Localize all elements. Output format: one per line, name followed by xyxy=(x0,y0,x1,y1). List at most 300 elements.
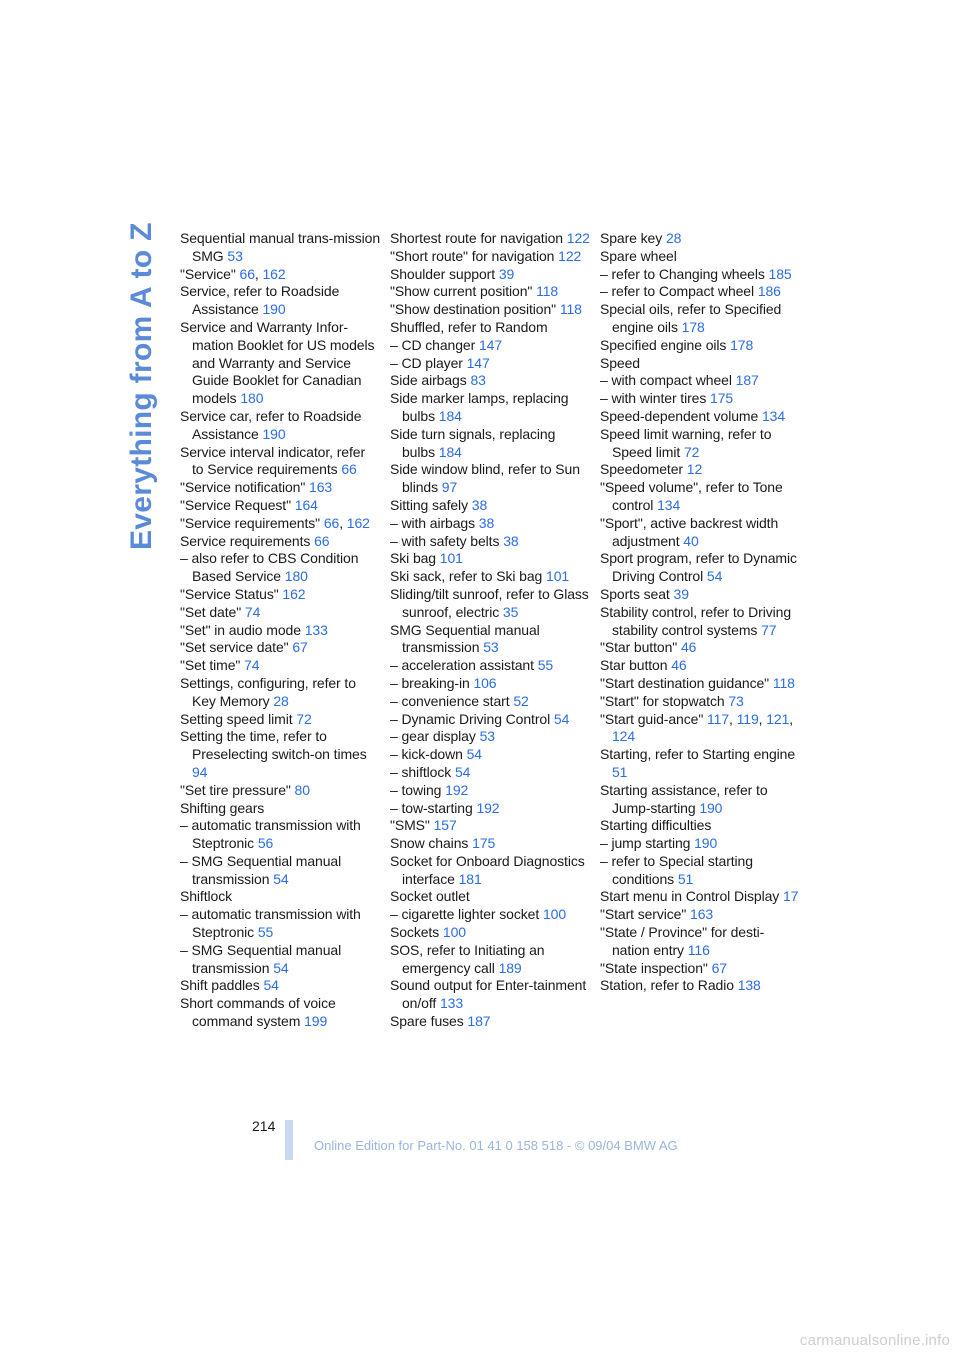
entry-term: Starting difficulties xyxy=(600,817,712,834)
index-entry xyxy=(180,586,380,604)
index-entry xyxy=(390,461,590,497)
entry-term: Short commands of voice command system xyxy=(180,995,336,1030)
footer-bar xyxy=(285,1120,293,1160)
index-entry xyxy=(180,711,380,729)
page-reference-link[interactable]: 56 xyxy=(257,835,274,852)
ref-separator: , xyxy=(254,265,259,282)
index-entry xyxy=(390,924,590,942)
page-reference-link[interactable]: 138 xyxy=(737,977,761,994)
entry-term: Service car, refer to Roadside Assistance xyxy=(180,407,362,442)
page-reference-link[interactable]: 134 xyxy=(657,496,681,513)
page-reference-link[interactable]: 147 xyxy=(466,354,490,371)
entry-term: Ski bag xyxy=(390,550,436,567)
entry-term: "SMS" xyxy=(390,817,430,834)
ref-separator: , xyxy=(339,514,343,531)
page-reference-link[interactable]: 52 xyxy=(513,692,529,709)
ref-separator: , xyxy=(789,710,794,727)
index-entry xyxy=(390,230,590,248)
ref-separator: , xyxy=(729,710,733,727)
entry-term: Service requirements xyxy=(180,532,311,549)
page-reference-link[interactable]: 163 xyxy=(690,906,714,923)
page-reference-link[interactable]: 66 xyxy=(341,461,357,478)
entry-term: "Start service" xyxy=(600,906,687,923)
index-entry xyxy=(390,711,590,729)
index-entry xyxy=(600,924,800,960)
page-reference-link[interactable]: 66 xyxy=(314,532,330,549)
page-reference-link[interactable]: 187 xyxy=(467,1013,491,1030)
page-reference-link[interactable]: 77 xyxy=(761,621,777,638)
index-entry xyxy=(600,960,800,978)
entry-term: Shift paddles xyxy=(180,977,260,994)
index-entry xyxy=(180,497,380,515)
entry-term: SOS, refer to Initiating an emergency call xyxy=(390,941,545,976)
index-entry xyxy=(600,390,800,408)
entry-term: – refer to Special starting conditions xyxy=(600,852,753,887)
index-entry xyxy=(600,283,800,301)
page-reference-link[interactable]: 190 xyxy=(694,835,718,852)
index-entry xyxy=(390,728,590,746)
entry-term: Sequential manual trans-mission SMG xyxy=(180,230,381,264)
entry-term: Speed xyxy=(600,354,640,371)
index-entry xyxy=(180,853,380,889)
entry-term: Service, refer to Roadside Assistance xyxy=(180,283,340,318)
page-reference-link[interactable]: 122 xyxy=(566,230,590,246)
entry-term: "Set" in audio mode xyxy=(180,621,301,638)
index-entry xyxy=(390,497,590,515)
page-reference-link[interactable]: 100 xyxy=(442,924,466,941)
index-entry xyxy=(600,301,800,337)
entry-term: Shiftlock xyxy=(180,888,233,905)
entry-term: – with safety belts xyxy=(390,532,500,549)
entry-term: – gear display xyxy=(390,728,476,745)
entry-term: Starting, refer to Starting engine xyxy=(600,746,796,763)
index-entry xyxy=(390,853,590,889)
page-reference-link[interactable]: 121 xyxy=(766,710,790,727)
page-reference-link[interactable]: 175 xyxy=(710,390,734,407)
index-entry xyxy=(600,906,800,924)
entry-term: Stability control, refer to Driving stability control systems xyxy=(600,603,792,638)
page-reference-link[interactable]: 38 xyxy=(478,514,495,531)
page-reference-link[interactable]: 53 xyxy=(479,728,495,745)
page-reference-link[interactable]: 38 xyxy=(503,532,519,549)
entry-term: – tow-starting xyxy=(390,799,473,816)
entry-term: "Start guid-ance" xyxy=(600,710,704,727)
index-entry xyxy=(390,266,590,284)
page-reference-link[interactable]: 192 xyxy=(476,799,500,816)
index-entry xyxy=(600,337,800,355)
entry-term: "Set tire pressure" xyxy=(180,781,291,798)
index-entry xyxy=(180,604,380,622)
index-entry xyxy=(390,764,590,782)
page-reference-link[interactable]: 162 xyxy=(346,514,370,531)
index-entry xyxy=(390,782,590,800)
watermark: carmanualsonline.info xyxy=(799,1332,950,1349)
entry-term: Station, refer to Radio xyxy=(600,977,734,994)
index-entry xyxy=(180,444,380,480)
page-reference-link[interactable]: 118 xyxy=(772,674,795,691)
page-reference-link[interactable]: 12 xyxy=(686,461,703,478)
entry-term: Star button xyxy=(600,657,668,674)
index-entry xyxy=(390,390,590,426)
entry-term: – Dynamic Driving Control xyxy=(390,710,551,727)
page-reference-link[interactable]: 122 xyxy=(558,247,582,264)
index-entry xyxy=(600,817,800,835)
entry-term: "Service Request" xyxy=(180,496,291,513)
entry-term: Specified engine oils xyxy=(600,336,727,353)
index-entry xyxy=(600,355,800,373)
entry-term: Sport program, refer to Dynamic Driving Control xyxy=(600,550,797,585)
page-reference-link[interactable]: 39 xyxy=(673,585,689,602)
index-entry xyxy=(180,995,380,1031)
entry-term: "State / Province" for desti-nation entry xyxy=(600,924,765,958)
entry-term: Sliding/tilt sunroof, refer to Glass sunroof, electric xyxy=(390,585,589,620)
page-reference-link[interactable]: 190 xyxy=(699,799,723,816)
index-entry xyxy=(390,586,590,622)
index-entry xyxy=(600,550,800,586)
index-entry xyxy=(600,888,800,906)
page-reference-link[interactable]: 118 xyxy=(536,283,559,300)
entry-term: "Service" xyxy=(180,265,236,282)
entry-term: Settings, configuring, refer to Key Memory xyxy=(180,674,356,709)
entry-term: Ski sack, refer to Ski bag xyxy=(390,568,543,585)
page-reference-link[interactable]: 40 xyxy=(683,532,699,549)
index-entry xyxy=(600,266,800,284)
page-reference-link[interactable]: 83 xyxy=(470,372,486,389)
page-reference-link[interactable]: 72 xyxy=(296,710,312,727)
index-column-3 xyxy=(600,230,800,995)
page-reference-link[interactable]: 178 xyxy=(730,336,754,353)
page-reference-link[interactable]: 175 xyxy=(472,835,496,852)
index-entry xyxy=(180,800,380,818)
entry-term: Speed limit warning, refer to Speed limit xyxy=(600,425,772,460)
entry-term: "Service requirements" xyxy=(180,514,321,531)
footer-text: Online Edition for Part-No. 01 41 0 158 518 - © 09/04 BMW AG xyxy=(314,1138,678,1153)
entry-term: Sitting safely xyxy=(390,496,468,513)
entry-term: – towing xyxy=(390,781,442,798)
page-reference-link[interactable]: 97 xyxy=(441,479,458,496)
page-reference-link[interactable]: 46 xyxy=(680,639,697,656)
page-reference-link[interactable]: 94 xyxy=(192,763,208,780)
index-entry xyxy=(600,248,800,266)
entry-term: Shoulder support xyxy=(390,265,496,282)
page-reference-link[interactable]: 101 xyxy=(546,568,570,585)
entry-term: Shifting gears xyxy=(180,799,265,816)
index-entry xyxy=(600,853,800,889)
page-reference-link[interactable]: 51 xyxy=(612,763,628,780)
entry-term: – also refer to CBS Condition Based Service xyxy=(180,550,359,585)
index-entry xyxy=(180,639,380,657)
index-column-1 xyxy=(180,230,380,1031)
page-reference-link[interactable]: 72 xyxy=(683,443,700,460)
entry-term: "Start" for stopwatch xyxy=(600,692,725,709)
page-reference-link[interactable]: 55 xyxy=(257,924,274,941)
entry-term: Spare key xyxy=(600,230,663,246)
page-reference-link[interactable]: 66 xyxy=(239,265,255,282)
entry-term: "State inspection" xyxy=(600,959,708,976)
page-reference-link[interactable]: 54 xyxy=(454,763,471,780)
index-entry xyxy=(390,550,590,568)
index-entry xyxy=(180,977,380,995)
entry-term: Special oils, refer to Specified engine oils xyxy=(600,301,782,335)
page-reference-link[interactable]: 133 xyxy=(439,995,464,1012)
index-entry xyxy=(390,675,590,693)
index-entry xyxy=(180,408,380,444)
page-reference-link[interactable]: 187 xyxy=(735,372,759,389)
entry-term: Service and Warranty Infor-mation Booklet for US models and Warranty and Service Guide Booklet for Canadian models xyxy=(180,318,375,407)
page-reference-link[interactable]: 199 xyxy=(304,1013,328,1030)
index-entry xyxy=(600,461,800,479)
page-reference-link[interactable]: 38 xyxy=(471,496,488,513)
index-entry xyxy=(390,426,590,462)
entry-term: Side window blind, refer to Sun blinds xyxy=(390,461,580,496)
page-reference-link[interactable]: 74 xyxy=(244,603,261,620)
index-entry xyxy=(600,230,800,248)
index-entry xyxy=(390,515,590,533)
page-reference-link[interactable]: 54 xyxy=(706,568,723,585)
index-entry xyxy=(600,426,800,462)
page-reference-link[interactable]: 54 xyxy=(263,977,279,994)
entry-term: Side airbags xyxy=(390,372,467,389)
page-reference-link[interactable]: 101 xyxy=(439,550,463,567)
page-reference-link[interactable]: 189 xyxy=(498,959,522,976)
entry-term: Snow chains xyxy=(390,835,469,852)
page-reference-link[interactable]: 54 xyxy=(273,959,289,976)
page-reference-link[interactable]: 180 xyxy=(284,568,308,585)
index-entry xyxy=(180,942,380,978)
index-entry xyxy=(600,372,800,390)
index-entry xyxy=(600,515,800,551)
page-reference-link[interactable]: 28 xyxy=(273,692,289,709)
entry-term: "Star button" xyxy=(600,639,678,656)
page-reference-link[interactable]: 134 xyxy=(761,407,786,424)
page-reference-link[interactable]: 51 xyxy=(677,870,694,887)
page-reference-link[interactable]: 67 xyxy=(292,639,308,656)
index-column-2 xyxy=(390,230,590,1031)
page-reference-link[interactable]: 181 xyxy=(458,870,482,887)
index-entry xyxy=(390,906,590,924)
entry-term: "Sport", active backrest width adjustment xyxy=(600,514,779,549)
index-entry xyxy=(180,283,380,319)
ref-separator: , xyxy=(758,710,763,727)
index-entry xyxy=(180,675,380,711)
page-reference-link[interactable]: 163 xyxy=(309,479,333,496)
index-entry xyxy=(180,906,380,942)
index-entry xyxy=(390,283,590,301)
entry-term: Speed-dependent volume xyxy=(600,407,759,424)
page-reference-link[interactable]: 53 xyxy=(483,639,499,656)
page-reference-link[interactable]: 54 xyxy=(553,710,570,727)
index-entry xyxy=(390,800,590,818)
page-reference-link[interactable]: 74 xyxy=(244,657,260,674)
index-entry xyxy=(600,835,800,853)
page-reference-link[interactable]: 124 xyxy=(612,728,636,745)
index-entry xyxy=(390,568,590,586)
page-reference-link[interactable]: 100 xyxy=(542,906,567,923)
entry-term: Spare fuses xyxy=(390,1013,464,1030)
index-entry xyxy=(180,550,380,586)
index-entry xyxy=(390,301,590,319)
side-title-text: Everything from A to Z xyxy=(125,222,158,550)
index-entry xyxy=(180,888,380,906)
entry-term: Shuffled, refer to Random xyxy=(390,318,548,335)
entry-term: Shortest route for navigation xyxy=(390,230,563,246)
index-entry xyxy=(390,977,590,1013)
index-entry xyxy=(600,408,800,426)
index-entry xyxy=(180,622,380,640)
entry-term: – kick-down xyxy=(390,746,463,763)
index-entry xyxy=(600,746,800,782)
index-entry xyxy=(180,533,380,551)
index-entry xyxy=(390,248,590,266)
entry-term: "Service notification" xyxy=(180,479,306,496)
entry-term: – SMG Sequential manual transmission xyxy=(180,941,342,976)
index-entry xyxy=(390,835,590,853)
entry-term: Spare wheel xyxy=(600,247,677,264)
entry-term: "Speed volume", refer to Tone control xyxy=(600,479,783,513)
page-reference-link[interactable]: 147 xyxy=(478,336,503,353)
page-number: 214 xyxy=(252,1118,276,1134)
page-reference-link[interactable]: 67 xyxy=(711,959,727,976)
entry-term: – CD player xyxy=(390,354,463,371)
page-reference-link[interactable]: 35 xyxy=(502,603,519,620)
entry-term: – cigarette lighter socket xyxy=(390,906,540,923)
index-entry xyxy=(390,622,590,658)
entry-term: "Short route" for navigation xyxy=(390,247,555,264)
index-entry xyxy=(600,711,800,747)
index-entry xyxy=(600,675,800,693)
index-entry xyxy=(180,266,380,284)
index-entry xyxy=(390,888,590,906)
page-reference-link[interactable]: 164 xyxy=(294,496,318,513)
index-entry xyxy=(600,657,800,675)
page-reference-link[interactable]: 54 xyxy=(466,746,482,763)
page-reference-link[interactable]: 162 xyxy=(282,585,306,602)
index-entry xyxy=(390,1013,590,1031)
index-entry xyxy=(390,319,590,337)
index-entry xyxy=(390,746,590,764)
side-title xyxy=(122,222,162,552)
entry-term: Service interval indicator, refer to Service requirements xyxy=(180,443,366,478)
index-entry xyxy=(600,586,800,604)
page-reference-link[interactable]: 180 xyxy=(240,390,264,407)
index-entry xyxy=(600,693,800,711)
page-reference-link[interactable]: 73 xyxy=(728,692,744,709)
entry-term: Side turn signals, replacing bulbs xyxy=(390,425,556,460)
entry-term: "Set service date" xyxy=(180,639,289,656)
page-reference-link[interactable]: 55 xyxy=(537,657,554,674)
entry-term: – breaking-in xyxy=(390,674,470,691)
entry-term: Side marker lamps, replacing bulbs xyxy=(390,390,569,424)
index-entry xyxy=(180,657,380,675)
index-entry xyxy=(600,479,800,515)
page-reference-link[interactable]: 178 xyxy=(681,318,705,335)
index-entry xyxy=(600,782,800,818)
page-reference-link[interactable]: 106 xyxy=(473,674,497,691)
entry-term: "Set date" xyxy=(180,603,242,620)
index-entry xyxy=(390,372,590,390)
entry-term: – CD changer xyxy=(390,336,476,353)
entry-term: Setting speed limit xyxy=(180,710,293,727)
entry-term: – with winter tires xyxy=(600,390,707,407)
index-entry xyxy=(180,782,380,800)
index-entry xyxy=(180,515,380,533)
entry-term: – refer to Changing wheels xyxy=(600,265,765,282)
page-reference-link[interactable]: 46 xyxy=(671,657,687,674)
index-entry xyxy=(390,337,590,355)
entry-term: Starting assistance, refer to Jump-starting xyxy=(600,781,768,816)
entry-term: – acceleration assistant xyxy=(390,657,534,674)
index-entry xyxy=(180,479,380,497)
page-reference-link[interactable]: 28 xyxy=(665,230,682,246)
index-entry xyxy=(180,319,380,408)
entry-term: – SMG Sequential manual transmission xyxy=(180,852,342,887)
entry-term: – jump starting xyxy=(600,835,691,852)
index-entry xyxy=(600,639,800,657)
page-reference-link[interactable]: 184 xyxy=(438,407,462,424)
index-entry xyxy=(390,355,590,373)
index-entry xyxy=(180,817,380,853)
entry-term: – with airbags xyxy=(390,514,475,531)
entry-term: – convenience start xyxy=(390,692,510,709)
entry-term: – shiftlock xyxy=(390,763,452,780)
page-reference-link[interactable]: 184 xyxy=(438,443,462,460)
entry-term: Sound output for Enter-tainment on/off xyxy=(390,977,587,1012)
page-reference-link[interactable]: 186 xyxy=(757,283,781,300)
page-reference-link[interactable]: 192 xyxy=(445,781,469,798)
index-entry xyxy=(600,977,800,995)
entry-term: – automatic transmission with Steptronic xyxy=(180,817,361,852)
page-reference-link[interactable]: 185 xyxy=(768,265,792,282)
entry-term: Socket outlet xyxy=(390,888,470,905)
entry-term: Setting the time, refer to Preselecting switch-on times xyxy=(180,728,367,763)
entry-term: "Service Status" xyxy=(180,585,279,602)
page-reference-link[interactable]: 117 xyxy=(706,710,730,727)
page-reference-link[interactable]: 190 xyxy=(262,301,286,318)
entry-term: SMG Sequential manual transmission xyxy=(390,621,540,656)
page-reference-link[interactable]: 119 xyxy=(736,710,759,727)
entry-term: Sports seat xyxy=(600,585,670,602)
index-entry xyxy=(390,942,590,978)
index-entry xyxy=(600,604,800,640)
page-reference-link[interactable]: 162 xyxy=(262,265,286,282)
entry-term: "Show current position" xyxy=(390,283,533,300)
entry-term: – with compact wheel xyxy=(600,372,732,389)
page-reference-link[interactable]: 17 xyxy=(782,888,799,905)
index-entry xyxy=(180,230,380,266)
page-reference-link[interactable]: 54 xyxy=(273,870,289,887)
index-entry xyxy=(180,728,380,781)
page-reference-link[interactable]: 118 xyxy=(559,301,582,318)
entry-term: "Set time" xyxy=(180,657,241,674)
entry-term: Start menu in Control Display xyxy=(600,888,780,905)
page-reference-link[interactable]: 116 xyxy=(687,941,710,958)
index-entry xyxy=(390,693,590,711)
entry-term: – automatic transmission with Steptronic xyxy=(180,906,361,941)
index-entry xyxy=(390,657,590,675)
page-reference-link[interactable]: 53 xyxy=(227,247,243,264)
entry-term: – refer to Compact wheel xyxy=(600,283,755,300)
page-reference-link[interactable]: 39 xyxy=(498,265,515,282)
index-entry xyxy=(390,533,590,551)
page-reference-link[interactable]: 157 xyxy=(433,817,457,834)
entry-term: "Start destination guidance" xyxy=(600,674,770,691)
page-reference-link[interactable]: 190 xyxy=(262,425,286,442)
entry-term: "Show destination position" xyxy=(390,301,557,318)
page-reference-link[interactable]: 66 xyxy=(323,514,340,531)
entry-term: Socket for Onboard Diagnostics interface xyxy=(390,852,585,887)
page-reference-link[interactable]: 80 xyxy=(294,781,310,798)
page-reference-link[interactable]: 133 xyxy=(304,621,328,638)
